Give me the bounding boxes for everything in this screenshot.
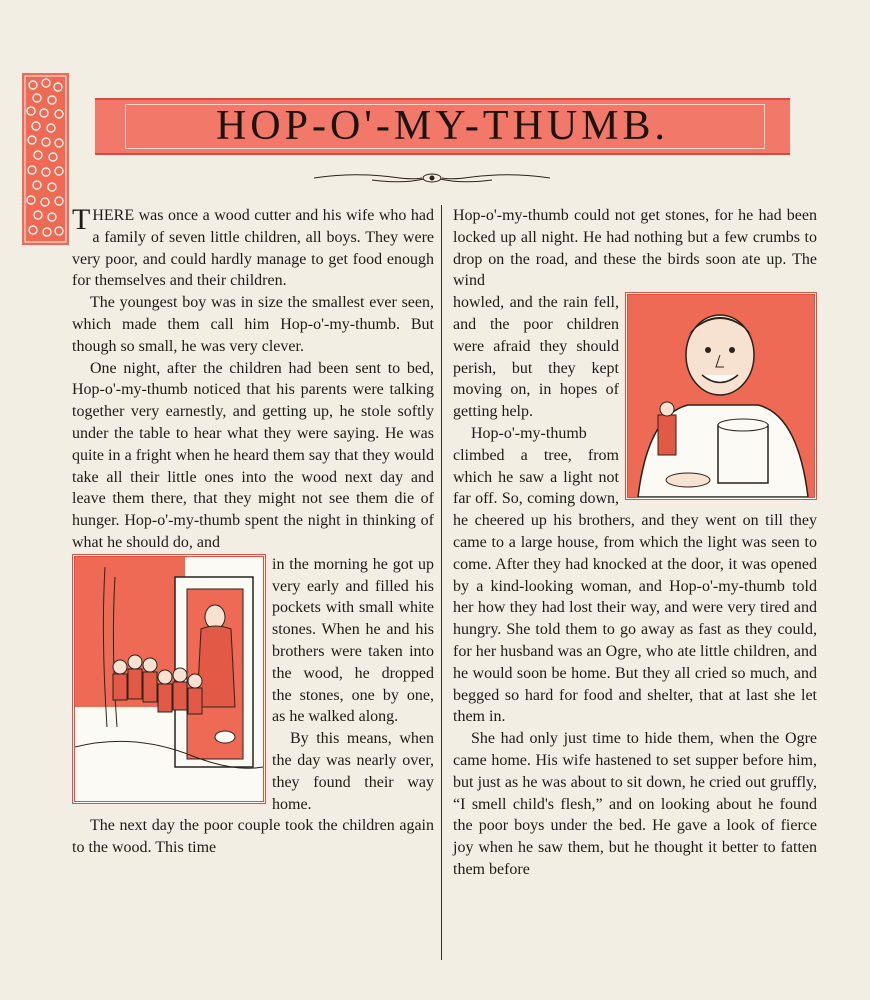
paragraph: Hop-o'-my-thumb climbed a tree, from which he saw a light not far off. So, coming down, he cheered up his brothers, and they went on till they came to a large house, from which the light was seen to come. After they had knocked at the door, it was opened by a kind-looking woman, and Hop-o'-my-thumb told her how they had lost their way, and were very tired and hungry. She told them to go away as fast as they could, for her husband was an Ogre, who ate little children, and he would soon be home. But they all cried so much, and begged so hard for food and shelter, that at last she let them in. xyxy=(453,424,817,726)
illustration-ogre xyxy=(625,292,817,500)
right-column xyxy=(453,205,817,881)
ornamental-initial-block xyxy=(22,73,69,245)
paragraph: in the morning he got up very early and filled his pockets with small white stones. When he and his brothers were taken into the wood, he dropped the stones, one by one, as he walked along. xyxy=(272,555,434,726)
page-title: HOP-O'-MY-THUMB. xyxy=(215,103,670,149)
left-column xyxy=(72,205,434,859)
paragraph: By this means, when the day was nearly over, they found their way home. xyxy=(272,730,434,813)
paragraph: The youngest boy was in size the smallest ever seen, which made them call him Hop-o'-my-thumb. But though so small, he was very clever. xyxy=(72,294,434,355)
drop-cap: T xyxy=(72,203,91,236)
paragraph: Hop-o'-my-thumb could not get stones, for he had been locked up all night. He had nothing but a few crumbs to drop on the road, and these the birds soon ate up. The wind xyxy=(453,207,817,290)
illustration-woman-at-door xyxy=(72,554,266,804)
column-divider xyxy=(441,205,442,960)
paragraph: One night, after the children had been sent to bed, Hop-o'-my-thumb noticed that his parents were talking together very earnestly, and getting up, he stole softly under the table to hear what they were saying. He was quite in a fright when he heard them say that they would take all their little ones into the wood next day and leave them there, that they might not see them die of hunger. Hop-o'-my-thumb spent the night in thinking of what he should do, and xyxy=(72,359,434,551)
paragraph: She had only just time to hide them, when the Ogre came home. His wife hastened to set supper before him, but just as he was about to sit down, he cried out gruffly, “I smell child's flesh,” and on looking about he found the poor boys under the bed. He gave a look of fierce joy when he saw them, but he thought it better to fatten them before xyxy=(453,730,817,878)
paragraph: howled, and the rain fell, and the poor children were afraid they should perish, but they kept moving on, in hopes of getting help. xyxy=(453,294,619,421)
title-banner xyxy=(95,98,790,155)
paragraph: The next day the poor couple took the children again to the wood. This time xyxy=(72,817,434,857)
paragraph-text: HERE was once a wood cutter and his wife who had a family of seven little children, all boys. They were very poor, and could hardly manage to get food enough for themselves and their children. xyxy=(72,207,434,290)
flourish-ornament xyxy=(312,168,552,188)
paragraph xyxy=(72,205,434,292)
